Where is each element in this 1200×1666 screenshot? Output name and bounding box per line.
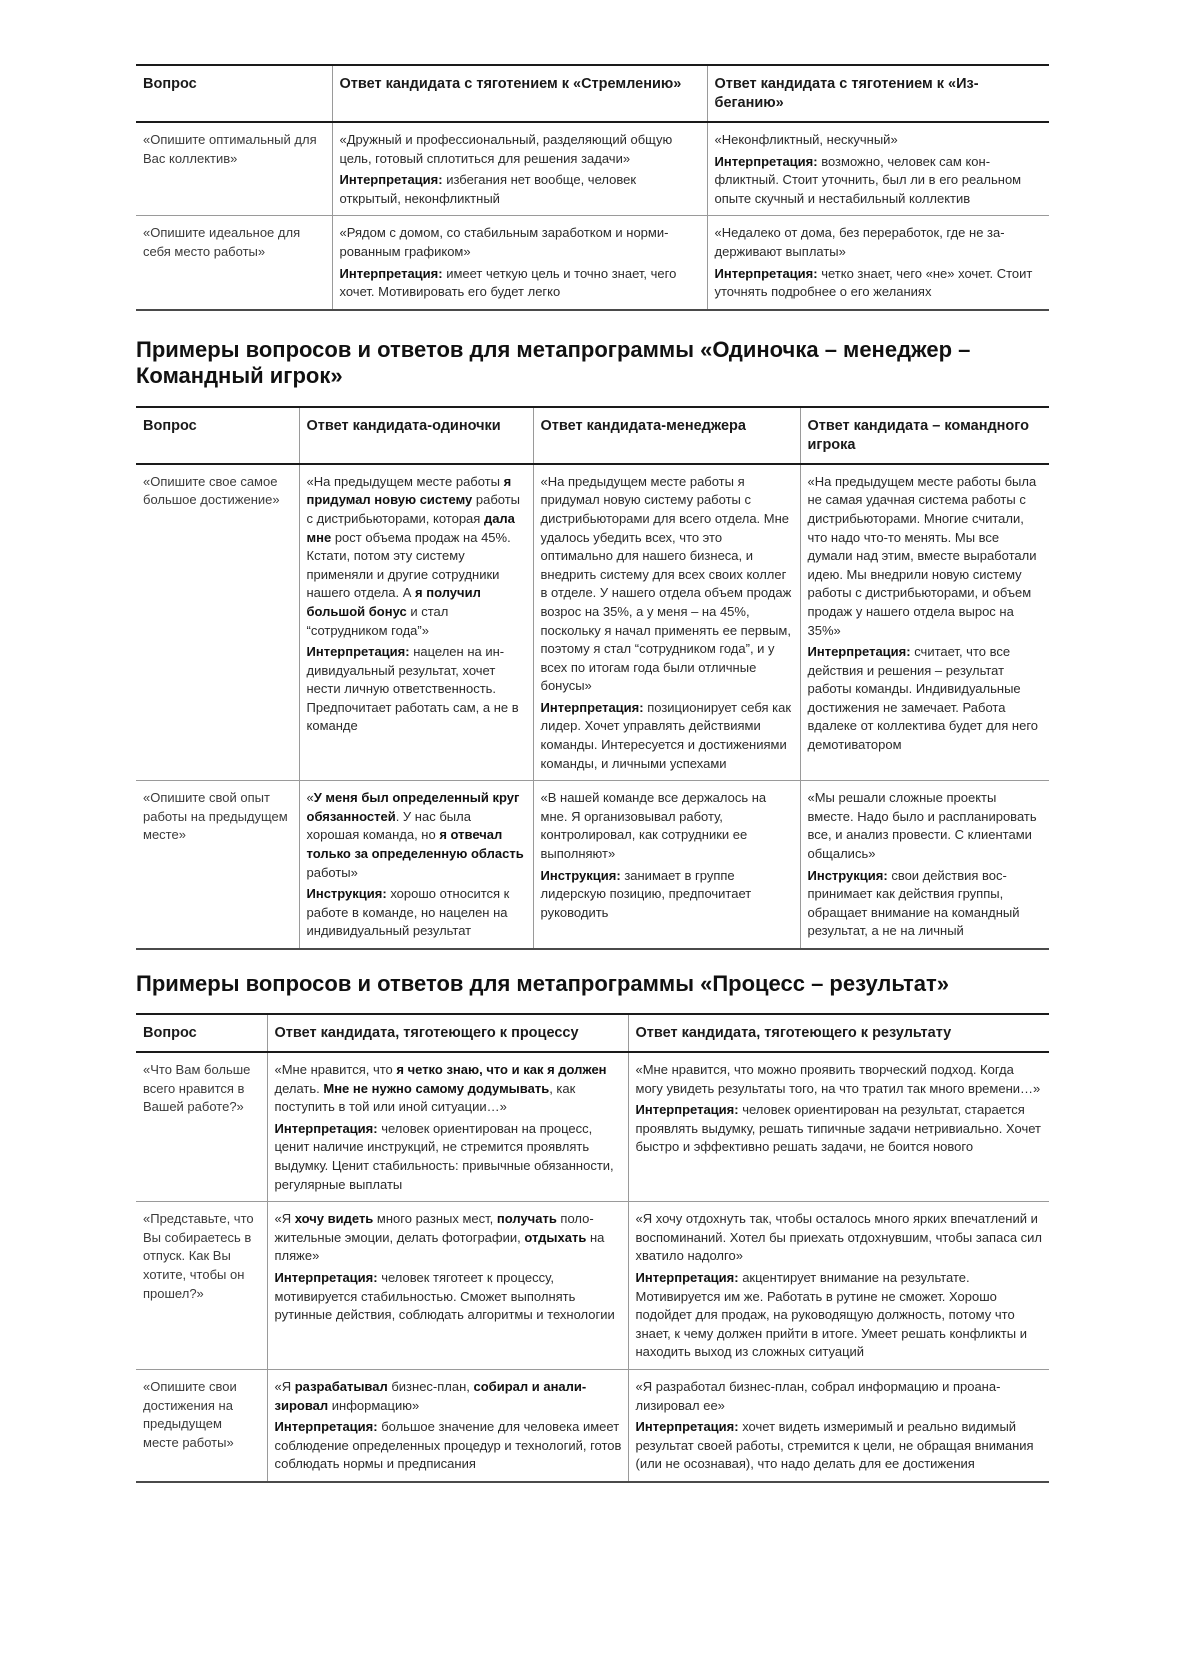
table-row [136,781,1049,949]
quote-text: «На предыдущем месте работы я придумал новую систему работы с дистрибьюторами для всего отдела. Мне удалось убедить всех, что это оптимально для нашего бизнеса, и внедрить систему для всех своих коллег в отделе. У нашего отдела объем продаж возрос на 35%, а у меня – на 45%, поскольку я начал применять ее первым, поэтому я стал “сотрудником года”, и у всех по итогам года были отличные бонусы» [540,473,792,694]
column-header-question: Вопрос [136,1014,267,1052]
answer-cell [800,464,1049,781]
question-cell: «Опишите оптимальный для Вас коллектив» [143,132,317,166]
answer-cell [267,1369,628,1481]
quote-text: «Рядом с домом, со стабильным заработком и нормированным графиком» [339,225,669,259]
quote-text: «На предыдущем месте работы [306,473,504,489]
quote-text: работы» [306,864,358,880]
answer-quote [636,1378,1044,1415]
interpretation-label: Инструкция: [807,867,888,883]
interpretation-text: человек тяготеет к процессу, мотивируется стабильностью. Сможет выполнять рутинные действия, соблюдать алгоритмы и технологии [274,1269,615,1323]
quote-text: информацию» [328,1397,420,1413]
answer-quote [307,473,527,640]
answer-cell [299,781,533,949]
interpretation-label: Интерпретация: [339,172,443,188]
quote-text: бизнес-план, [387,1378,474,1394]
answer-quote [340,224,701,261]
emphasis-text: я придумал новую систему [306,473,512,508]
answer-quote [808,473,1044,640]
table-row [136,1369,1049,1481]
answer-cell [299,464,533,781]
interpretation [340,171,701,208]
quote-text: и стал “сотрудником года”» [306,603,449,638]
column-header-answer-1: Ответ кандидата-одиночки [299,407,533,464]
interpretation [541,699,794,773]
table-row [136,122,1049,216]
quote-text: «Я хочу отдохнуть так, чтобы осталось много ярких впечатлений и воспоминаний. Хотел бы приехать отдохнувшим, чтобы запаса сил хватило надолго» [635,1211,1043,1264]
column-header-answer-2: Ответ кандидата, тяготеющего к результату [628,1014,1049,1052]
interpretation-label: Интерпретация: [807,644,911,660]
quote-text: работы с дистрибьюторами, которая [306,492,521,526]
emphasis-text: получать [496,1211,557,1227]
answer-cell [533,464,800,781]
column-header-answer-1: Ответ кандидата, тяготеющего к процессу [267,1014,628,1052]
quote-text: много разных мест, [373,1211,497,1227]
interpretation [636,1269,1044,1362]
question-cell: «Опишите свой опыт работы на предыдущем месте» [136,781,299,949]
answer-quote [636,1061,1044,1098]
quote-text: положительные эмоции, делать фотографии, [274,1211,594,1245]
interpretation [808,867,1044,941]
header-row [136,65,1049,122]
interpretation-text: занимает в группе лидерскую позицию, предпочитает руководить [540,867,752,920]
interpretation-text: имеет четкую цель и точно знает, чего хочет. Мотивировать его будет легко [339,265,677,300]
interpretation-label: Интерпретация: [635,1269,739,1285]
answer-cell [628,1369,1049,1481]
interpretation-text: большое значение для человека имеет соблюдение определенных процедур и технологий, готов соблюдать нормы и предписания [274,1419,622,1472]
table-approach-avoidance [136,64,1049,311]
interpretation [636,1101,1044,1157]
column-header-answer-2: Ответ кандидата с тяготением к «Избеганию» [707,65,1049,122]
interpretation-text: считает, что все действия и решения – результат работы команды. Индивидуальные достижения не замечает. Работа вдалеке от коллектива будет для него демотиватором [807,644,1039,753]
quote-text: , как поступить в той или иной ситуации…» [274,1080,576,1115]
answer-cell [707,122,1049,216]
quote-text: «Я разработал бизнес-план, собрал информацию и проанализировал ее» [635,1378,1001,1413]
interpretation-label: Интерпретация: [274,1269,378,1285]
interpretation-label: Инструкция: [540,867,621,883]
emphasis-text: собирал и анализировал [274,1378,587,1413]
interpretation-label: Интерпретация: [635,1419,739,1435]
table-loner-manager-team [136,406,1049,950]
quote-text: на пляже» [274,1229,605,1264]
interpretation [307,885,527,941]
emphasis-text: я получил большой бонус [306,585,481,619]
emphasis-text: отдыхать [524,1229,587,1245]
header-row [136,407,1049,464]
interpretation-label: Интерпретация: [714,265,818,281]
answer-quote [715,224,1044,261]
column-header-answer-3: Ответ кандидата – командного игрока [800,407,1049,464]
quote-text: рост объема продаж на 45%. Кстати, потом эту систему применяли и другие сотрудники нашего отдела. А [306,529,511,601]
table-process-result [136,1013,1049,1483]
emphasis-text: я четко знаю, что и как я должен [396,1062,607,1077]
quote-text: «Неконфликтный, нескучный» [714,132,898,147]
section-title-process-result: Примеры вопросов и ответов для метапрограммы «Процесс – результат» [136,971,950,996]
question-cell: «Представьте, что Вы собираетесь в отпуск. Как Вы хотите, чтобы он прошел?» [136,1202,267,1370]
answer-quote [541,473,794,696]
column-header-question: Вопрос [136,65,332,122]
interpretation-label: Интерпретация: [274,1419,378,1435]
answer-quote [636,1210,1044,1266]
interpretation-label: Интерпретация: [714,153,818,169]
answer-quote [808,789,1044,863]
table-row [136,1052,1049,1202]
interpretation-text: свои действия воспринимает как действия группы, обращает внимание на командный результат, а не на личный [807,867,1020,939]
quote-text: «Недалеко от дома, без переработок, где не задерживают выплаты» [714,225,1005,259]
quote-text: «Мне нравится, что [274,1062,397,1077]
question-cell: «Что Вам больше всего нравится в Вашей работе?» [143,1062,251,1115]
table-row [136,1202,1049,1370]
answer-cell [267,1202,628,1370]
interpretation-label: Инструкция: [306,886,387,902]
interpretation-label: Интерпретация: [306,644,410,660]
interpretation-text: позиционирует себя как лидер. Хочет управлять действиями команды. Интересуется и достижениями команды, и личными успехами [540,699,792,771]
question-cell: «Опишите идеальное для себя место работы» [136,216,332,310]
emphasis-text: У меня был определенный круг обязанностей [306,790,520,824]
interpretation [715,265,1044,302]
interpretation [636,1418,1044,1474]
table-row [136,216,1049,310]
quote-text: «Я [274,1378,295,1394]
interpretation-label: Интерпретация: [540,699,644,715]
emphasis-text: хочу видеть [294,1211,374,1227]
interpretation-text: человек ориентирован на процесс, ценит наличие инструкций, не стремится проявлять выдумку. Ценит стабильность: привычные обязанности, регулярные выплаты [274,1120,614,1192]
quote-text: «Дружный и профессиональный, разделяющий общую цель, готовый сплотиться для решения задачи» [339,132,673,166]
interpretation [715,153,1044,209]
interpretation-label: Интерпретация: [635,1102,739,1118]
interpretation-text: избегания нет вообще, человек открытый, неконфликтный [339,172,637,206]
interpretation [541,867,794,923]
answer-cell [332,216,707,310]
interpretation [340,265,701,302]
answer-quote [275,1378,622,1415]
interpretation-text: нацелен на индивидуальный результат, хочет нести личную ответственность. Предпочитает работать сам, а не в команде [306,644,519,734]
table-row [136,464,1049,781]
answer-cell [707,216,1049,310]
quote-text: « [306,790,314,806]
quote-text: . У нас была хорошая команда, но [306,808,471,843]
question-cell: «Опишите свои достижения на предыдущем месте работы» [136,1369,267,1481]
interpretation [275,1418,622,1474]
answer-quote [715,131,1044,150]
answer-cell [628,1202,1049,1370]
answer-cell [628,1052,1049,1202]
interpretation-text: четко знает, чего «не» хочет. Стоит уточнять подробнее о его желаниях [714,265,1033,300]
quote-text: делать. [274,1080,324,1096]
interpretation [275,1269,622,1325]
interpretation-text: человек ориентирован на результат, старается проявлять выдумку, решать типичные задачи нетривиально. Хочет быстро и эффективно решать задачи, не боится нового [635,1102,1041,1155]
quote-text: «В нашей команде все держалось на мне. Я организовывал работу, контролировал, как сотрудники ее выполняют» [540,790,767,862]
emphasis-text: я отвечал только за определенную область [306,827,524,862]
quote-text: «На предыдущем месте работы была не самая удачная система работы с дистрибьюторами. Многие считали, что надо что-то менять. Мы все думали над этим, вместе выработали идею. Мы внедрили новую систему работы с дистрибьюторами, и объем продаж у нашего отдела вырос на 35%» [807,473,1037,638]
answer-quote [275,1061,622,1117]
header-row [136,1014,1049,1052]
interpretation [808,643,1044,755]
quote-text: «Я [274,1211,295,1227]
answer-quote [307,789,527,882]
answer-cell [267,1052,628,1202]
answer-quote [340,131,701,168]
section-title-loner-manager-team: Примеры вопросов и ответов для метапрограммы «Одиночка – менеджер – Командный игрок» [136,336,971,388]
interpretation [275,1120,622,1194]
emphasis-text: дала мне [306,510,515,545]
column-header-answer-1: Ответ кандидата с тяготением к «Стремлению» [332,65,707,122]
document-page [136,64,1049,1483]
column-header-answer-2: Ответ кандидата-менеджера [533,407,800,464]
interpretation-label: Интерпретация: [274,1120,378,1136]
interpretation-label: Интерпретация: [339,265,443,281]
question-cell: «Опишите свое самое большое достижение» [143,473,280,508]
answer-cell [332,122,707,216]
interpretation-text: хочет видеть измеримый и реально видимый результат своей работы, стремится к цели, не обращая внимания (или не осознавая), что надо делать для ее достижения [635,1419,1034,1472]
answer-quote [541,789,794,863]
interpretation-text: хорошо относится к работе в команде, но нацелен на индивидуальный результат [306,886,510,939]
quote-text: «Мне нравится, что можно проявить творческий подход. Когда могу увидеть результаты того, на что тратил так много времени…» [635,1062,1041,1096]
answer-cell [533,781,800,949]
emphasis-text: Мне не нужно самому додумывать [323,1080,550,1096]
emphasis-text: разрабатывал [294,1378,388,1394]
interpretation-text: возможно, человек сам конфликтный. Стоит уточнить, был ли в его реальном опыте скучный и нестабильный коллектив [714,153,1022,206]
answer-cell [800,781,1049,949]
interpretation-text: акцентирует внимание на результате. Мотивируется им же. Работать в рутине не сможет. Хорошо подойдет для продаж, на руководящую должность, потому что знает, к чему должен прийти в итоге. Умеет решать конфликты и находить выход из сложных ситуаций [635,1269,1027,1360]
answer-quote [275,1210,622,1266]
interpretation [307,643,527,736]
column-header-question: Вопрос [136,407,299,464]
quote-text: «Мы решали сложные проекты вместе. Надо было и распланировать все, и анализ провести. С клиентами общались» [807,790,1037,862]
